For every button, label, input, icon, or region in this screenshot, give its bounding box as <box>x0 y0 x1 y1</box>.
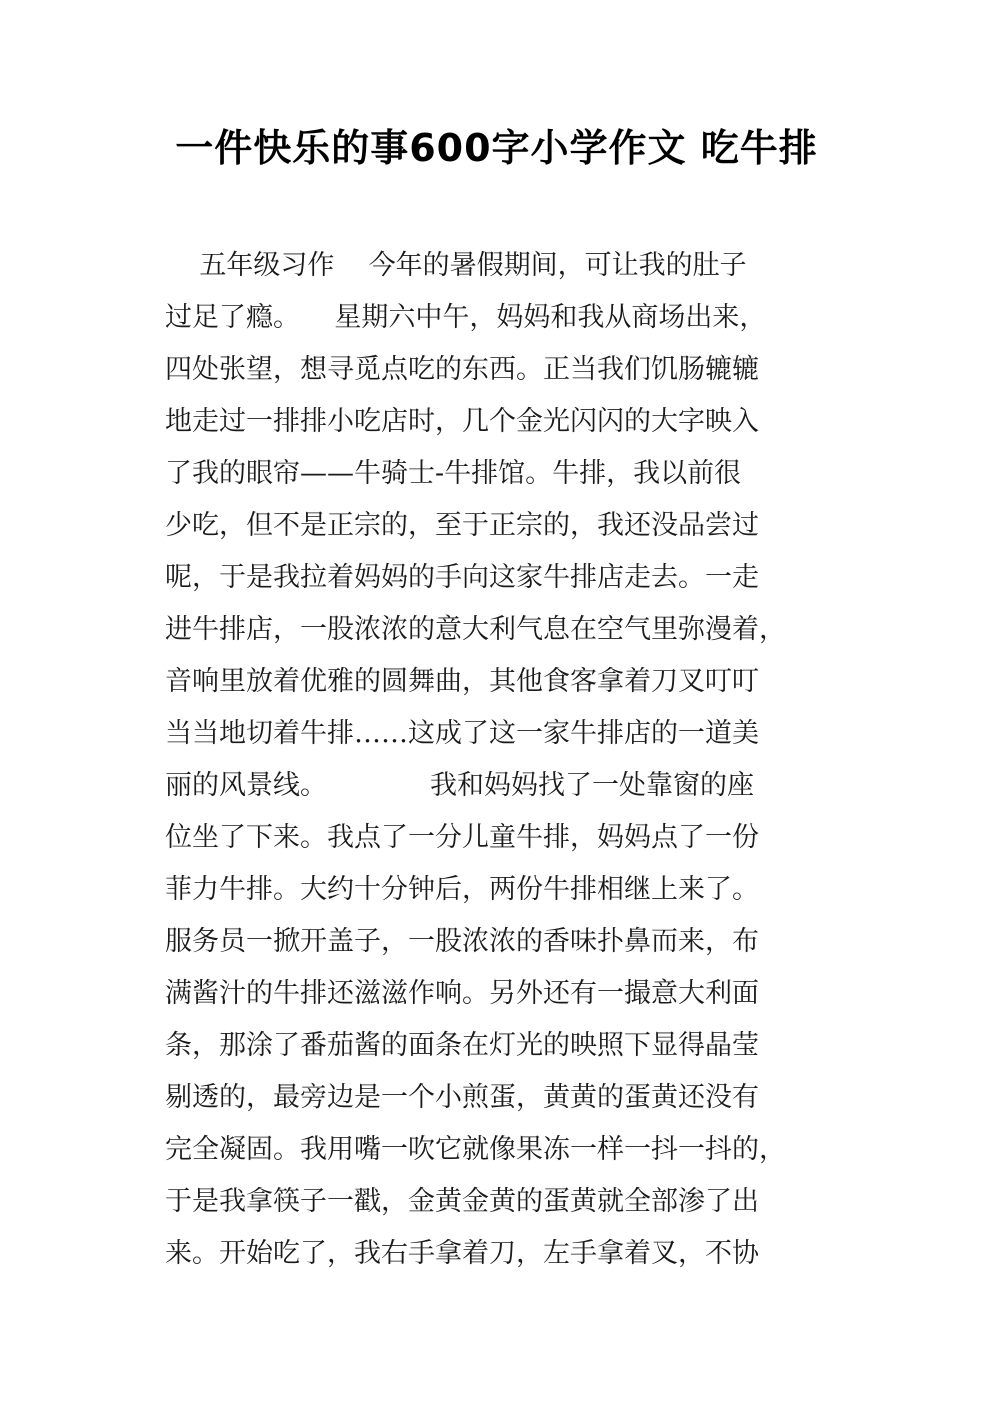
essay-line: 菲力牛排。大约十分钟后，两份牛排相继上来了。 <box>165 874 759 905</box>
essay-line: 呢，于是我拉着妈妈的手向这家牛排店走去。一走 <box>165 562 759 593</box>
essay-line: 音响里放着优雅的圆舞曲，其他食客拿着刀叉叮叮 <box>165 666 759 697</box>
essay-line: 过足了瘾。 星期六中午，妈妈和我从商场出来， <box>165 302 767 333</box>
essay-line: 四处张望，想寻觅点吃的东西。正当我们饥肠辘辘 <box>165 354 759 385</box>
essay-line: 丽的风景线。 我和妈妈找了一处靠窗的座 <box>165 770 754 801</box>
document-title: 一件快乐的事600字小学作文 吃牛排 <box>175 126 818 170</box>
essay-line: 剔透的，最旁边是一个小煎蛋，黄黄的蛋黄还没有 <box>165 1082 759 1113</box>
essay-line: 完全凝固。我用嘴一吹它就像果冻一样一抖一抖的， <box>165 1134 786 1165</box>
essay-line: 位坐了下来。我点了一分儿童牛排，妈妈点了一份 <box>165 822 759 853</box>
essay-line: 条，那涂了番茄酱的面条在灯光的映照下显得晶莹 <box>165 1030 759 1061</box>
essay-line: 于是我拿筷子一戳，金黄金黄的蛋黄就全部渗了出 <box>165 1186 759 1217</box>
essay-line: 地走过一排排小吃店时，几个金光闪闪的大字映入 <box>165 406 759 437</box>
essay-line: 进牛排店，一股浓浓的意大利气息在空气里弥漫着， <box>165 614 786 645</box>
essay-line: 满酱汁的牛排还滋滋作响。另外还有一撮意大利面 <box>165 978 759 1009</box>
essay-line: 来。开始吃了，我右手拿着刀，左手拿着叉，不协 <box>165 1238 759 1269</box>
essay-line: 当当地切着牛排……这成了这一家牛排店的一道美 <box>165 718 759 749</box>
essay-line: 五年级习作 今年的暑假期间，可让我的肚子 <box>165 250 747 281</box>
essay-line: 少吃，但不是正宗的，至于正宗的，我还没品尝过 <box>165 510 759 541</box>
essay-body <box>165 240 845 1280</box>
essay-line: 了我的眼帘——牛骑士-牛排馆。牛排，我以前很 <box>165 458 742 489</box>
essay-line: 服务员一掀开盖子，一股浓浓的香味扑鼻而来，布 <box>165 926 759 957</box>
